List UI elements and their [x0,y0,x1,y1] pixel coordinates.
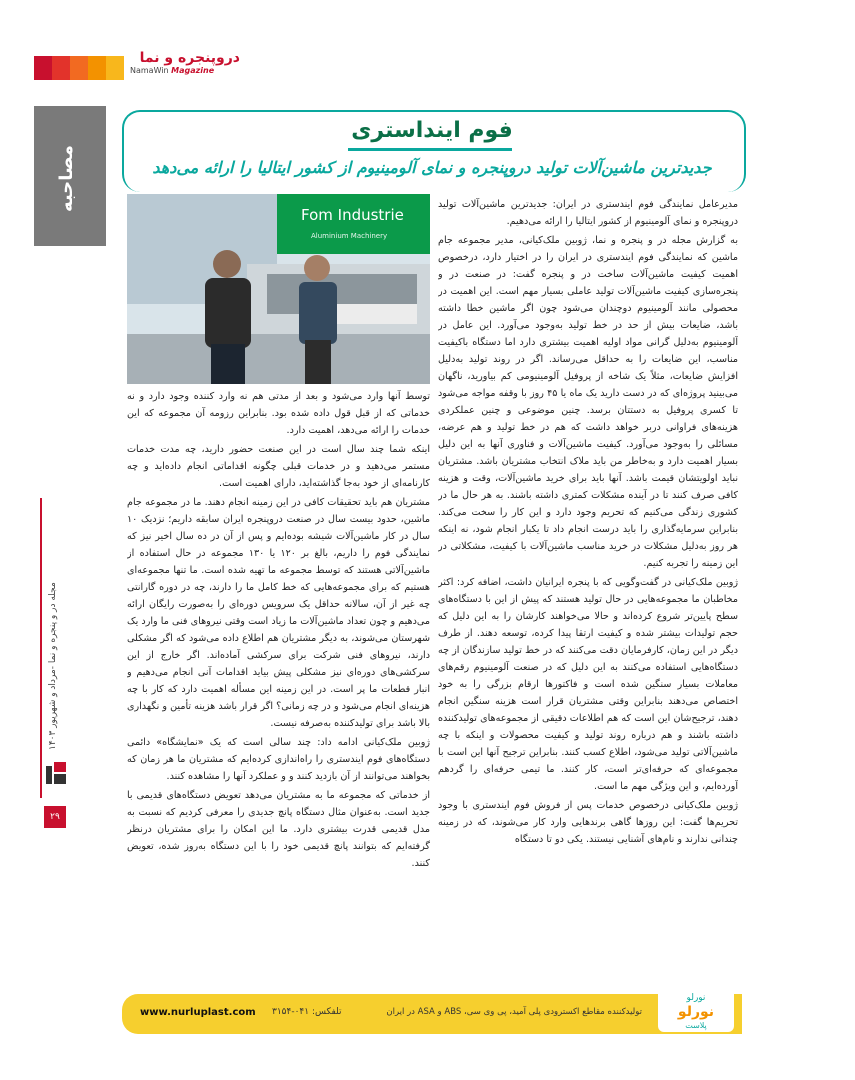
sidebar-issue-info: مجله در و پنجره و نما -مرداد و شهریور ۱۴۰۳ [48,582,58,750]
article-left-column [127,388,430,976]
paragraph: ژوبین ملک‌کیانی در گفت‌وگویی که با پنجره ایرانیان داشت، اضافه کرد: اکثر مخاطبان ما مجموعه‌هایی در حال تولید هستند که پیش از این با دستگاه‌های سطح پایین‌تر شروع کرده‌اند و حالا می‌خواهند کارشان را به این دلیل که حجم تولیدات بیشتر شده و کیفیت ارتقا پیدا کرده، توسعه دهند. از طرف دیگر در این زمان، کارفرمایان دقت می‌کنند که در خط تولید سازندگان از چه دستگاه‌هایی استفاده می‌کنند به این دلیل که در صنعت آلومینیوم رقم‌های معاملات بسیار سنگین شده است و فاکتورها ارقام بزرگی را به خود اختصاص می‌دهند بنابراین وقتی مشتریان قرار است هزینه سنگین انجام دهند، ترجیح‌شان این است که هم اطلاعات دقیقی از مجموعه‌های تولیدکننده داشته باشند و هم درباره روند تولید و کیفیت محصولات و اینکه با چه ماشین‌آلاتی تولید می‌شود، اطلاع کسب کنند. بنابراین ترجیح آنها این است با مجموعه‌ای که حرفه‌ای‌تر است، کار کنند. ما تیمی حرفه‌ای را گردهم آورده‌ایم، و این ویژگی مهم ما است. [438,577,738,792]
footer-ad-banner [122,994,742,1034]
paragraph: ژوبین ملک‌کیانی درخصوص خدمات پس از فروش فوم ایندستری با وجود تحریم‌ها گفت: این روزها گاهی برندهایی وارد کار می‌شوند، که در زمینه چندانی ندارند و نام‌های آشنایی نیستند. یکی دو تا دستگاه [438,800,738,845]
paragraph: ژوبین ملک‌کیانی ادامه داد: چند سالی است که یک «نمایشگاه» دائمی دستگاه‌های فوم ایندستری را راه‌اندازی کرده‌ایم که مشتریان ما هر زمان که بخواهند می‌توانند از آن بازدید کنند و و عملکرد آنها را مشاهده کنند. [127,737,430,782]
photo-sign-text: Fom Industrie [301,206,404,224]
sidebar-divider [40,498,42,798]
svg-text:نورلو: نورلو [677,1004,715,1020]
article-title: فوم اینداستری [351,118,513,143]
svg-text:پلاست: پلاست [685,1021,707,1030]
page-number: ۲۹ [44,806,66,828]
logo-english-text: NamaWin Magazine [130,66,215,75]
footer-phone: تلفکس: ۰۴۱-۳۱۵۴ [272,1007,342,1017]
article-subtitle: جدیدترین ماشین‌آلات تولید درو‌پنجره و نمای آلومینیوم از کشور ایتالیا را ارائه می‌دهد [152,158,712,177]
section-label: مصاحبه [56,145,77,213]
advertiser-logo [658,988,734,1032]
section-tab [34,106,106,246]
footer-website-link[interactable]: www.nurluplast.com [140,1007,256,1018]
article-photo [127,194,430,384]
paragraph: به گزارش مجله در و پنجره و نما، ژوبین ملک‌کیانی، مدیر مجموعه جام ماشین که نمایندگی فوم ایندستری در ایران را در اختیار دارد، درخصوص اهمیت کیفیت ماشین‌آلات ساخت در و پنجره گفت: در صنعت در و پنجره‌سازی کیفیت ماشین‌آلات تولید عاملی بسیار مهم است. این اهمیت در محصولی مانند آلومینیوم دوچندان می‌شود چون اگر ماشین خطا داشته باشد، ضایعات بیش از حد در خط تولید به‌وجود می‌آورد. این عامل در آلومینیوم به‌دلیل گرانی مواد اولیه اهمیت بیشتری دارد اما دستگاه باکیفیت مناسب، این ضایعات را به حداقل می‌رساند. اگر در روند تولید به‌دلیل افزایش ضایعات، مثلاً یک شاخه از پروفیل آلومینیومی کم بیاورید، ناگهان می‌بینید پروژه‌ای که در دست دارید یک ماه یا ۴۵ روز با وقفه مواجه می‌شود تا کسری پروفیل به دستتان برسد. چنین موضوعی و چنین عملکردی هزینه‌های فراوانی دربر خواهد داشت که هم در خط تولید و هم عرضه، مسائلی را به‌وجود می‌آورد. کیفیت ماشین‌آلات و فناوری آنها به این دلیل بسیار اهمیت دارد و به‌خاطر من باید ملاک انتخاب مشتریان باشد. مشتریان نباید اولویتشان قیمت باشد. آنها باید برای خرید ماشین‌آلات، وقت و هزینه کافی صرف کنند تا در آینده مشکلات کمتری داشته باشند. به هر حال ما در کشوری زندگی می‌کنیم که تحریم وجود دارد و این کار را سخت می‌کند. بنابراین سرمایه‌گذاری را باید درست انجام داد تا یکبار انجام شود، نه اینکه هر روز به‌دلیل مشکلات در خرید مناسب ماشین‌آلات با کیفیت، مشکلاتی در این زمینه را تجربه کنیم. [438,235,738,569]
title-underline [348,148,512,151]
footer-ad-text: تولیدکننده مقاطع اکسترودی پلی آمید، پی وی سی، ABS و ASA در ایران [386,1007,642,1017]
paragraph: مدیرعامل نمایندگی فوم ایندستری در ایران: جدیدترین ماشین‌آلات تولید درو‌پنجره و نمای آلومینیوم از کشور ایتالیا را ارائه می‌دهیم. [438,199,738,227]
window-icon [46,762,66,788]
logo-persian-text: دروپنجره و نما [139,50,240,66]
paragraph: توسط آنها وارد می‌شود و بعد از مدتی هم نه وارد کننده وجود دارد و نه خدماتی که از قبل قول داده شده بود. بنابراین رزومه آن مجموعه که این خدمات را ارائه می‌دهد، اهمیت دارد. [127,391,430,436]
article-right-column [438,196,738,966]
svg-text:نورلو: نورلو [686,993,706,1003]
paragraph: مشتریان هم باید تحقیقات کافی در این زمینه انجام دهند. ما در مجموعه جام ماشین، حدود بیست سال در صنعت درو‌پنجره ایران سابقه داریم؛ نزدیک ۱۰ سال در کار ماشین‌آلات شیشه بوده‌ایم و پس از آن در ده سال اخیر نیز که نمایندگی فوم را داریم، بالغ بر ۱۲۰ یا ۱۳۰ مجموعه در حال استفاده از ماشین‌آلاتی هستند که توسط مجموعه ما تهیه شده است. ما تنها مجموعه‌ای هستیم که برای مجموعه‌هایی که خط کامل ما را دارند، چه در دوره گارانتی چه غیر از آن، سالانه حداقل یک سرویس دوره‌ای را به‌صورت رایگان ارائه می‌دهیم و چون تعداد ماشین‌آلات ما زیاد است وقتی نیروهای فنی ما وارد یک شهرستان می‌شوند، به دیگر مشتریان هم اطلاع داده می‌شود که اگر مشکلی دارند، نیروهای فنی شرکت برای سرکشی آماده‌اند. اگر خارج از این سرکشی‌های دوره‌ای نیز مشکلی پیش بیاید اقدامات آنی انجام می‌دهیم و انبار قطعات ما پر است. در این زمینه این مسأله اهمیت دارد که کار با چه هزینه‌ای انجام می‌شود و در چه زمانی؟ اگر قرار باشد هزینه تأمین و نگهداری بالا باشد برای تولیدکننده به‌صرفه نیست. [127,497,430,729]
magazine-logo[interactable] [130,50,240,84]
paragraph: از خدماتی که مجموعه ما به مشتریان می‌دهد تعویض دستگاه‌های قدیمی با جدید است. به‌عنوان مثال دستگاه پانچ جدیدی را معرفی کردیم که نسبت به مدل قدیمی قدرت بیشتری دارد. ما این امکان را برای مشتریان درنظر گرفته‌ایم که بتوانند پانچ قدیمی خود را با این دستگاه به‌روز شده، تعویض کنند. [127,790,430,869]
masthead-color-stripe [34,56,124,80]
paragraph: اینکه شما چند سال است در این صنعت حضور دارید، چه مدت خدمات مستمر می‌دهید و در خدمات قبلی چگونه اقداماتی انجام داده‌اید و چه کارنامه‌ای از خود به‌جا گذاشته‌اید، دارای اهمیت است. [127,444,430,489]
photo-sign-subtext: Aluminium Machinery [311,232,388,240]
